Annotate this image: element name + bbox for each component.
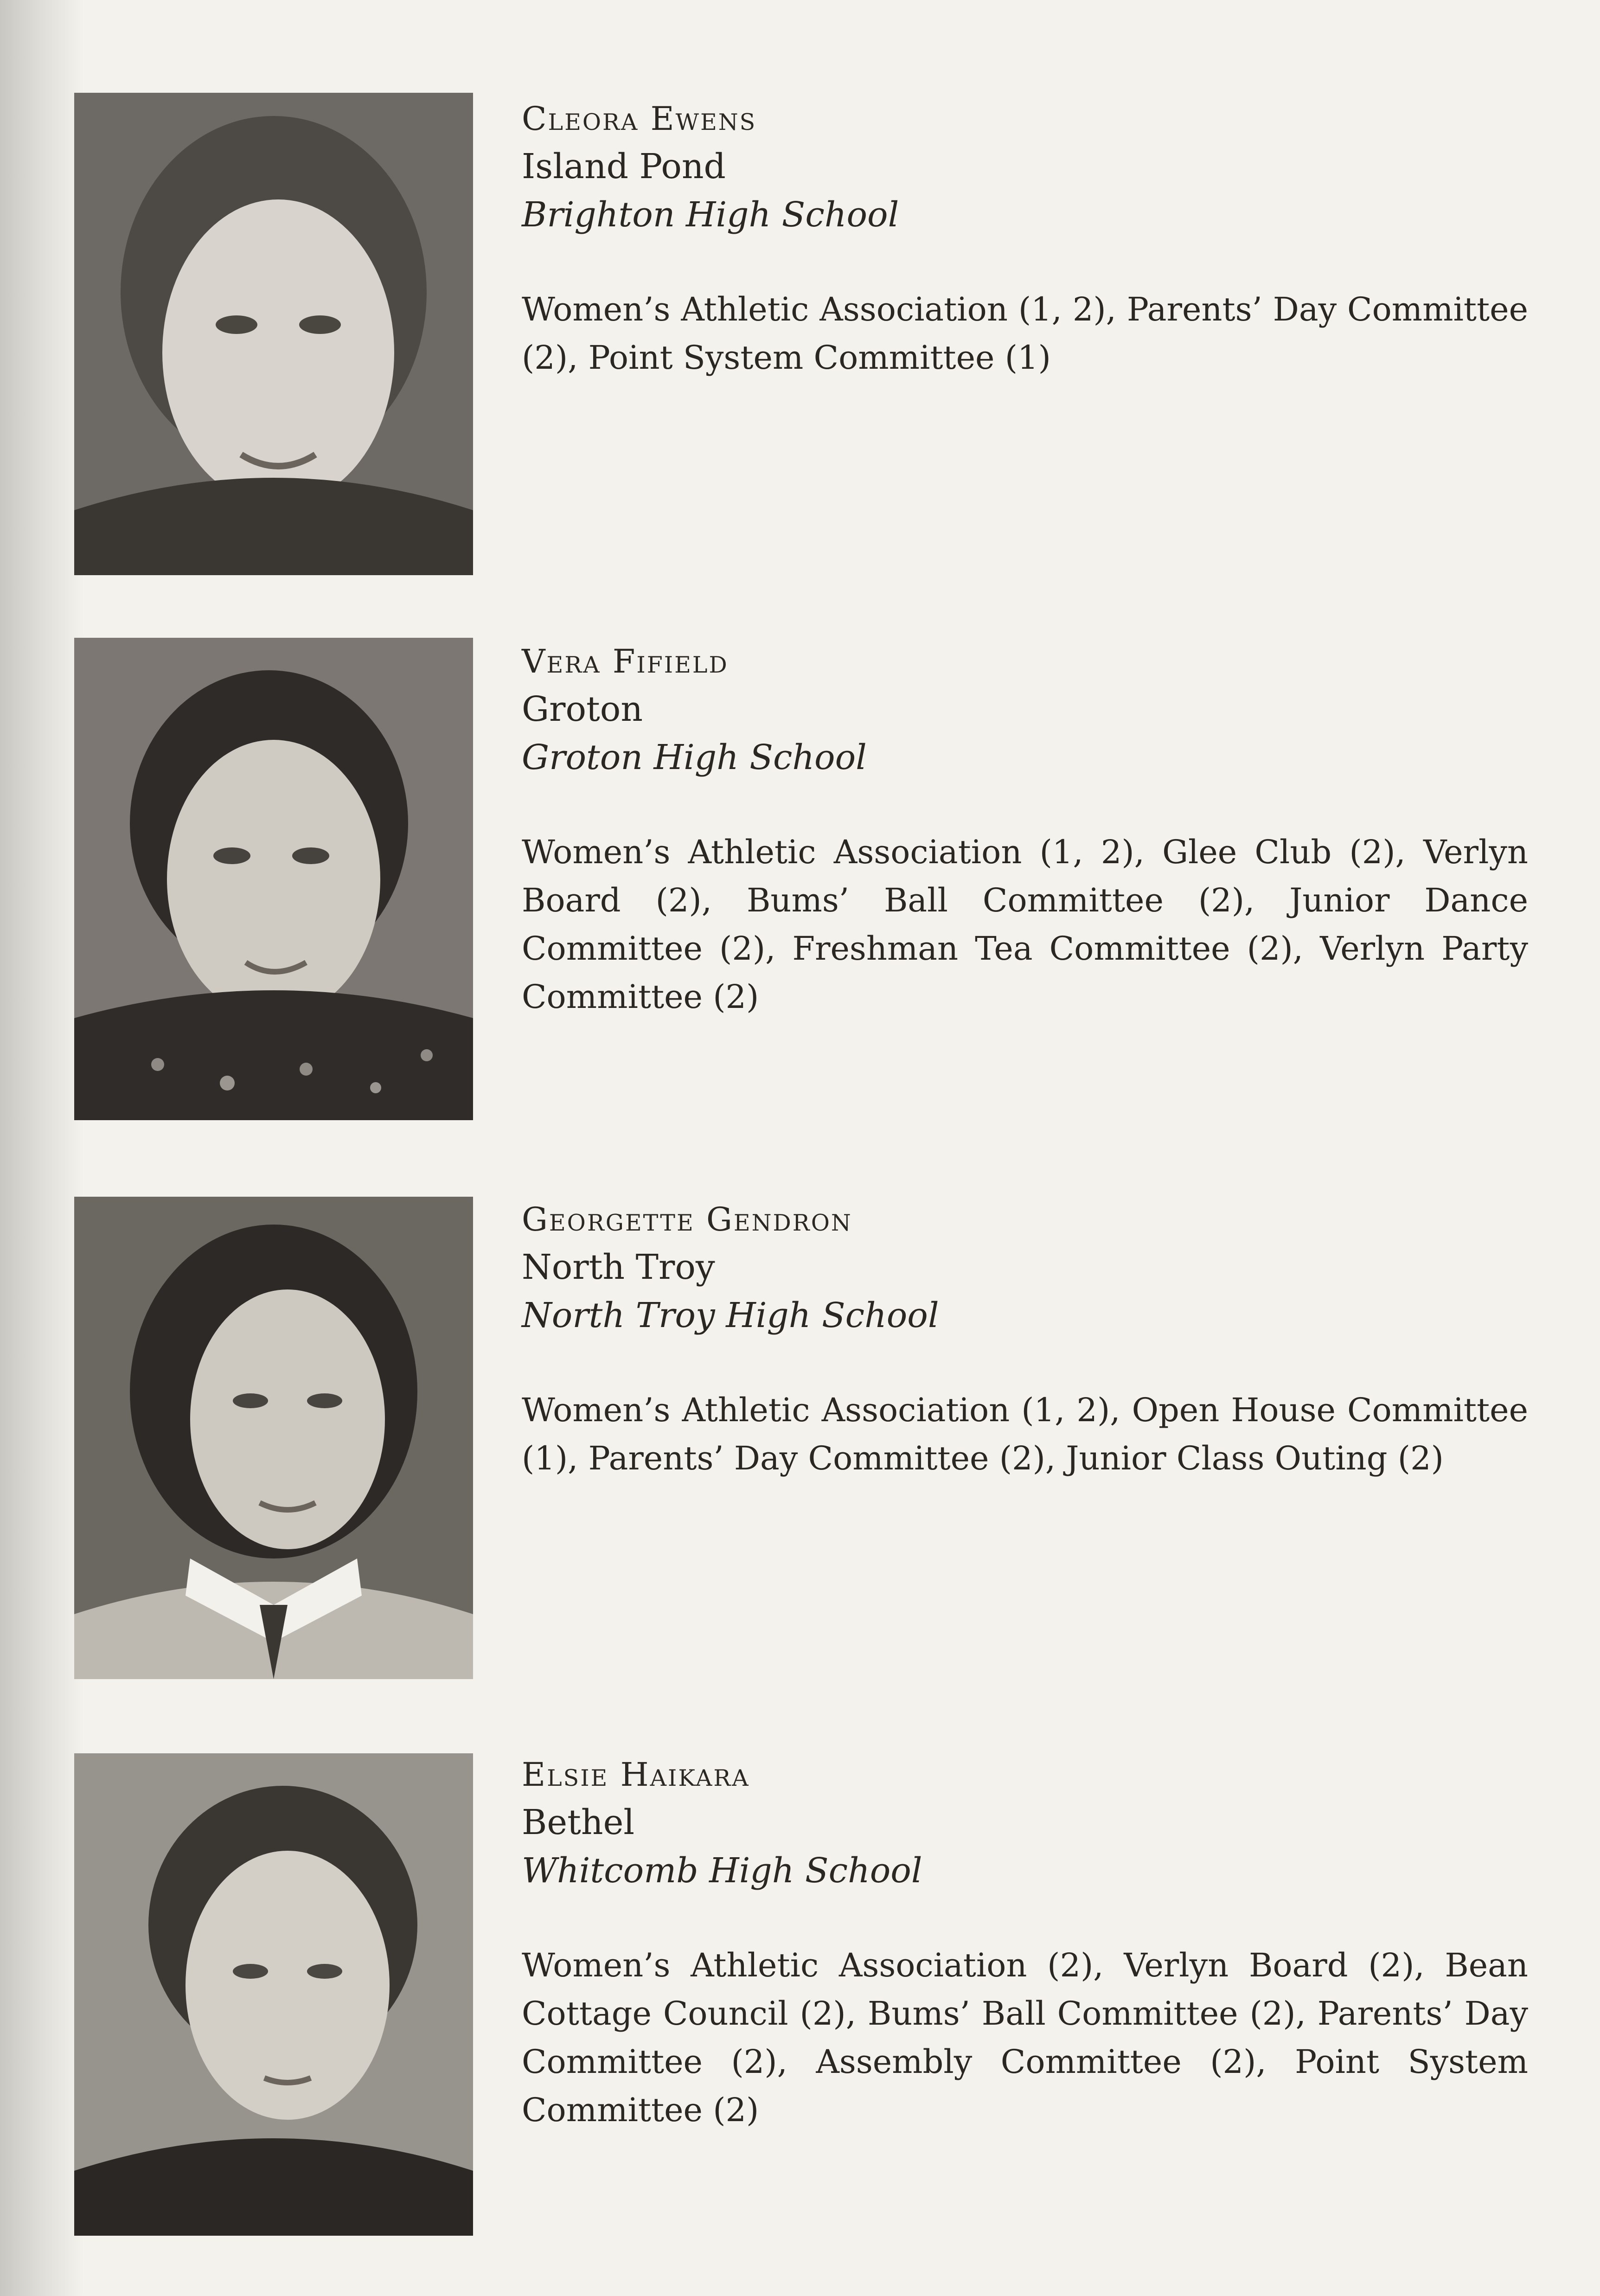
student-activities: Women’s Athletic Association (1, 2), Open House Committee (1), Parents’ Day Committee (2), Junior Class Outing (2) (522, 1391, 1528, 1477)
entry-georgette-gendron (522, 1196, 1528, 1482)
portrait-photo-georgette-gendron (74, 1197, 473, 1679)
student-school: Whitcomb High School (522, 1851, 922, 1891)
student-activities: Women’s Athletic Association (1, 2), Glee Club (2), Verlyn Board (2), Bums’ Ball Committee (2), Junior Dance Committee (2), Freshman Tea Committee (2), Verlyn Party Committee (2) (522, 833, 1528, 1016)
page-binding-shadow (0, 0, 83, 2296)
student-name: Cleora Ewens (522, 100, 757, 138)
student-school: Brighton High School (522, 195, 899, 235)
student-town: Bethel (522, 1802, 635, 1842)
student-town: North Troy (522, 1247, 715, 1287)
entry-vera-fifield (522, 638, 1528, 1021)
student-town: Groton (522, 689, 643, 729)
portrait-photo-elsie-haikara (74, 1753, 473, 2236)
portrait-photo-vera-fifield (74, 638, 473, 1120)
student-activities: Women’s Athletic Association (2), Verlyn Board (2), Bean Cottage Council (2), Bums’ Ball Committee (2), Parents’ Day Committee (2), Assembly Committee (2), Point System Committee (2) (522, 1946, 1528, 2129)
student-name: Vera Fifield (522, 642, 729, 680)
student-activities: Women’s Athletic Association (1, 2), Parents’ Day Committee (2), Point System Committee (1) (522, 290, 1528, 377)
student-name: Georgette Gendron (522, 1200, 852, 1238)
entry-elsie-haikara (522, 1751, 1528, 2134)
portrait-photo-cleora-ewens (74, 93, 473, 575)
student-name: Elsie Haikara (522, 1756, 750, 1794)
entry-cleora-ewens (522, 95, 1528, 382)
student-school: North Troy High School (522, 1296, 939, 1335)
student-school: Groton High School (522, 738, 867, 777)
student-town: Island Pond (522, 147, 726, 186)
